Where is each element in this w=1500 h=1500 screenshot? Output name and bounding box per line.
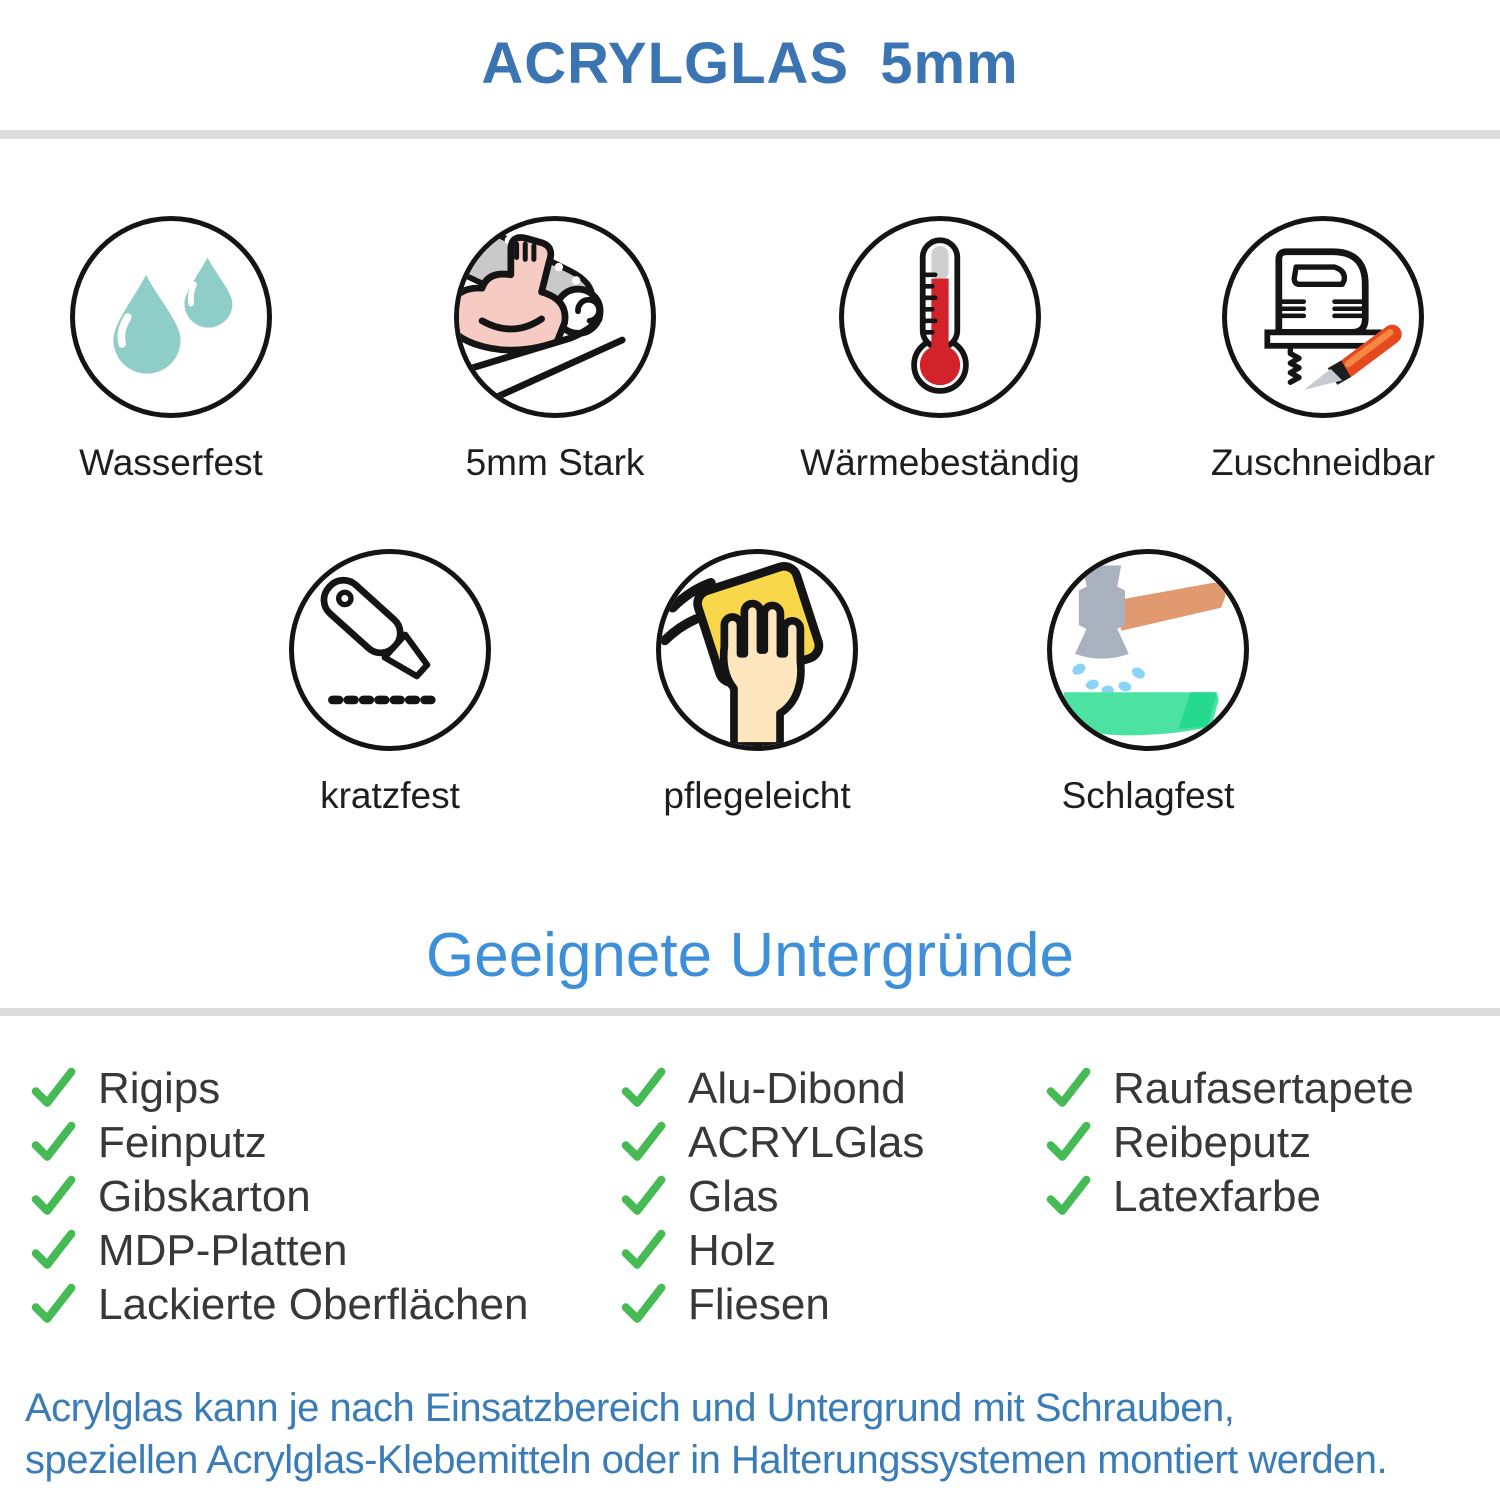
hammer-icon bbox=[1047, 549, 1249, 751]
mounting-note-line-2: speziellen Acrylglas-Klebemitteln oder in Halterungssystemen montiert werden. bbox=[25, 1438, 1388, 1482]
check-icon bbox=[30, 1228, 76, 1274]
feature-pflegeleicht bbox=[587, 549, 927, 817]
check-icon bbox=[30, 1282, 76, 1328]
substrate-label: Lackierte Oberflächen bbox=[98, 1280, 529, 1329]
substrate-item bbox=[30, 1170, 620, 1224]
substrate-item bbox=[1045, 1116, 1500, 1170]
check-icon bbox=[30, 1120, 76, 1166]
muscle-arm-icon bbox=[454, 216, 656, 418]
feature-schlagfest bbox=[978, 549, 1318, 817]
feature-zuschneidbar bbox=[1153, 216, 1493, 484]
jigsaw-icon bbox=[1222, 216, 1424, 418]
feature-label: kratzfest bbox=[320, 775, 460, 816]
check-icon bbox=[620, 1120, 666, 1166]
feature-label: 5mm Stark bbox=[465, 442, 645, 483]
feature-label: Wärmebeständig bbox=[800, 442, 1080, 483]
substrates-column-3 bbox=[1045, 1062, 1500, 1224]
mounting-note-line-1: Acrylglas kann je nach Einsatzbereich und Untergrund mit Schrauben, bbox=[25, 1386, 1235, 1430]
substrate-item bbox=[1045, 1062, 1500, 1116]
page-title: ACRYLGLAS 5mm bbox=[481, 31, 1019, 96]
check-icon bbox=[30, 1066, 76, 1112]
substrate-item bbox=[30, 1062, 620, 1116]
substrate-label: Glas bbox=[688, 1172, 779, 1221]
check-icon bbox=[1045, 1066, 1091, 1112]
substrate-label: Fliesen bbox=[688, 1280, 830, 1329]
feature-5mm-stark bbox=[385, 216, 725, 484]
section-title: Geeignete Untergründe bbox=[425, 921, 1074, 990]
divider-top bbox=[0, 130, 1500, 139]
substrates-column-2 bbox=[620, 1062, 1045, 1332]
substrate-label: Raufasertapete bbox=[1113, 1064, 1414, 1113]
substrate-label: Latexfarbe bbox=[1113, 1172, 1321, 1221]
substrate-label: ACRYLGlas bbox=[688, 1118, 925, 1167]
substrate-item bbox=[30, 1224, 620, 1278]
substrate-label: Rigips bbox=[98, 1064, 221, 1113]
hand-cloth-icon bbox=[656, 549, 858, 751]
substrate-item bbox=[30, 1116, 620, 1170]
check-icon bbox=[30, 1174, 76, 1220]
substrates-column-1 bbox=[30, 1062, 620, 1332]
substrate-label: Gibskarton bbox=[98, 1172, 311, 1221]
feature-wasserfest bbox=[1, 216, 341, 484]
substrate-item bbox=[1045, 1170, 1500, 1224]
feature-label: Zuschneidbar bbox=[1210, 442, 1436, 483]
substrate-label: Holz bbox=[688, 1226, 777, 1275]
check-icon bbox=[620, 1228, 666, 1274]
check-icon bbox=[1045, 1174, 1091, 1220]
check-icon bbox=[1045, 1120, 1091, 1166]
substrate-item bbox=[620, 1224, 1045, 1278]
mounting-note bbox=[25, 1382, 1490, 1486]
feature-label: pflegeleicht bbox=[663, 775, 851, 816]
substrate-item bbox=[30, 1278, 620, 1332]
feature-waermebestaendig bbox=[770, 216, 1110, 484]
utility-knife-icon bbox=[289, 549, 491, 751]
substrate-item bbox=[620, 1170, 1045, 1224]
substrate-item bbox=[620, 1116, 1045, 1170]
water-drops-icon bbox=[70, 216, 272, 418]
check-icon bbox=[620, 1282, 666, 1328]
substrate-item bbox=[620, 1278, 1045, 1332]
thermometer-icon bbox=[839, 216, 1041, 418]
substrate-label: Feinputz bbox=[98, 1118, 267, 1167]
feature-label: Wasserfest bbox=[79, 442, 263, 483]
substrate-item bbox=[620, 1062, 1045, 1116]
feature-label: Schlagfest bbox=[1061, 775, 1235, 816]
substrate-label: Alu-Dibond bbox=[688, 1064, 906, 1113]
divider-middle bbox=[0, 1008, 1500, 1016]
feature-kratzfest bbox=[220, 549, 560, 817]
check-icon bbox=[620, 1174, 666, 1220]
substrate-label: MDP-Platten bbox=[98, 1226, 348, 1275]
check-icon bbox=[620, 1066, 666, 1112]
substrate-label: Reibeputz bbox=[1113, 1118, 1312, 1167]
